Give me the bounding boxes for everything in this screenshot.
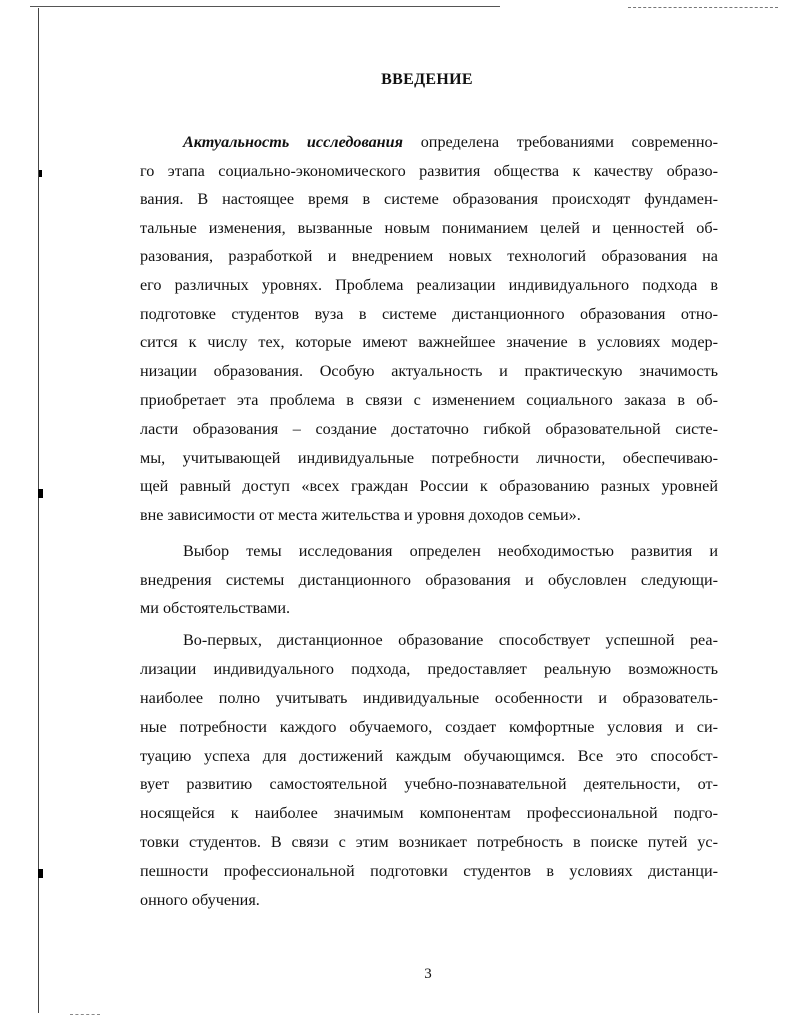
paragraph-line: ласти образования – создание достаточно гибкой образовательной систе-: [140, 420, 718, 438]
scan-border-top-right: [628, 7, 778, 8]
scan-artifact-mark: [38, 869, 43, 878]
scan-border-bottom: [70, 1014, 100, 1015]
paragraph-line: тальные изменения, вызванные новым пониманием целей и ценностей об-: [140, 219, 718, 237]
paragraph-line: подготовке студентов вуза в системе дистанционного образования отно-: [140, 305, 718, 323]
paragraph-line: наиболее полно учитывать индивидуальные особенности и образователь-: [140, 689, 718, 707]
page-title: ВВЕДЕНИЕ: [381, 71, 473, 88]
paragraph-line: го этапа социально-экономического развития общества к качеству образо-: [140, 162, 718, 180]
paragraph-line: товки студентов. В связи с этим возникает потребность в поиске путей ус-: [140, 833, 718, 851]
paragraph-line: его различных уровнях. Проблема реализации индивидуального подхода в: [140, 276, 718, 294]
paragraph-line: приобретает эта проблема в связи с изменением социального заказа в об-: [140, 391, 718, 409]
lead-emphasis: Актуальность исследования: [183, 133, 404, 151]
scan-border-left: [38, 8, 39, 1013]
paragraph-line: ные потребности каждого обучаемого, создает комфортные условия и си-: [140, 718, 718, 736]
paragraph-line: вне зависимости от места жительства и уровня доходов семьи».: [140, 506, 581, 524]
scan-border-top: [30, 6, 500, 7]
paragraph-line: сится к числу тех, которые имеют важнейшее значение в условиях модер-: [140, 333, 718, 351]
paragraph-line: Выбор темы исследования определен необходимостью развития и: [183, 542, 718, 560]
line-text: определена требованиями современно-: [420, 133, 718, 151]
paragraph-line: щей равный доступ «всех граждан России к образованию разных уровней: [140, 477, 718, 495]
paragraph-line: Во-первых, дистанционное образование способствует успешной реа-: [183, 631, 718, 649]
scan-artifact-mark: [38, 489, 43, 498]
paragraph-line: лизации индивидуального подхода, предоставляет реальную возможность: [140, 660, 718, 678]
paragraph-line: онного обучения.: [140, 891, 260, 909]
paragraph-line: мы, учитывающей индивидуальные потребности личности, обеспечиваю-: [140, 449, 718, 467]
paragraph-line: [183, 130, 718, 154]
paragraph-line: носящейся к наиболее значимым компонентам профессиональной подго-: [140, 804, 718, 822]
page-number: 3: [424, 966, 432, 982]
paragraph-line: низации образования. Особую актуальность и практическую значимость: [140, 362, 718, 380]
paragraph-line: вует развитию самостоятельной учебно-познавательной деятельности, от-: [140, 775, 718, 793]
paragraph-line: внедрения системы дистанционного образования и обусловлен следующи-: [140, 571, 718, 589]
paragraph-line: пешности профессиональной подготовки студентов в условиях дистанци-: [140, 862, 718, 880]
paragraph-line: ми обстоятельствами.: [140, 599, 291, 617]
scan-artifact-mark: [39, 170, 42, 177]
paragraph-line: разования, разработкой и внедрением новых технологий образования на: [140, 247, 718, 265]
paragraph-line: вания. В настоящее время в системе образования происходят фундамен-: [140, 190, 718, 208]
paragraph-line: туацию успеха для достижений каждым обучающимся. Все это способст-: [140, 747, 718, 765]
